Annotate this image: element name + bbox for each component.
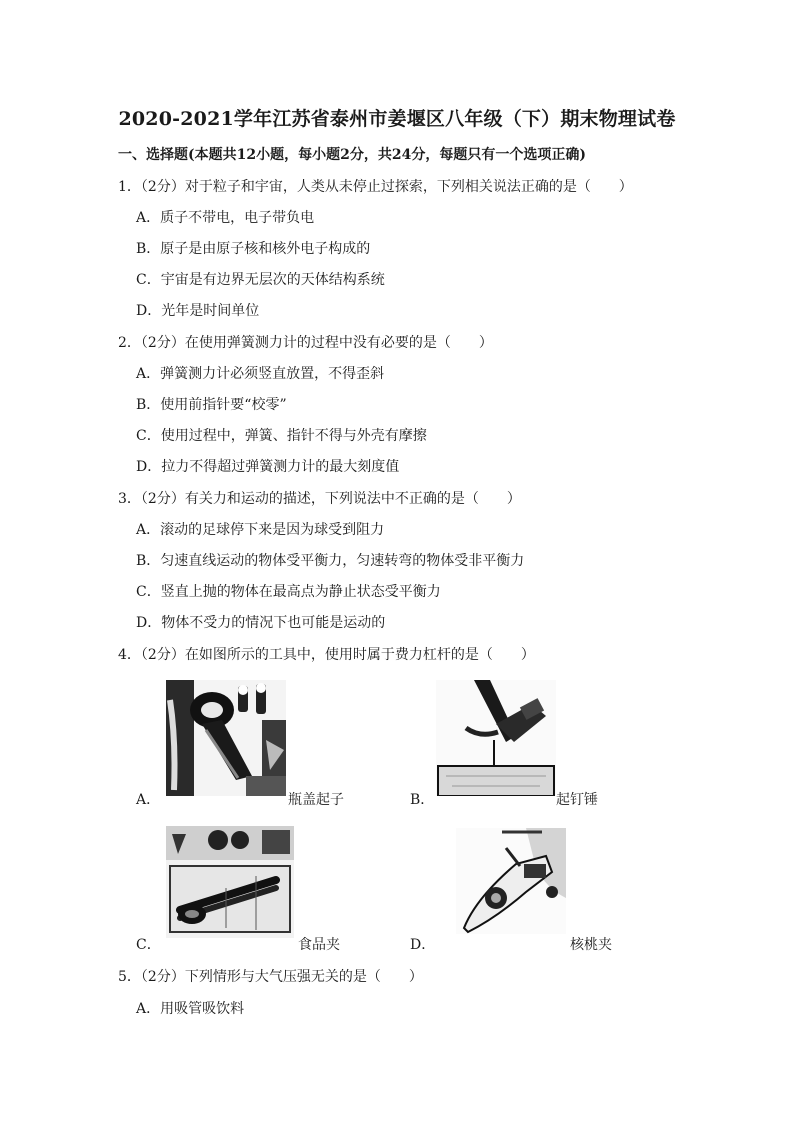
question-1-option-b[interactable]: B．原子是由原子核和核外电子构成的	[136, 241, 371, 257]
question-2-stem: 2．（2分）在使用弹簧测力计的过程中没有必要的是（ ）	[118, 335, 493, 351]
question-5-option-a[interactable]: A．用吸管吸饮料	[136, 1001, 245, 1017]
question-4-option-d-caption: 核桃夹	[570, 937, 612, 953]
question-4-option-a-letter[interactable]: A．	[136, 792, 161, 808]
question-1-option-c[interactable]: C．宇宙是有边界无层次的天体结构系统	[136, 272, 385, 288]
question-1-stem: 1．（2分）对于粒子和宇宙，人类从未停止过探索，下列相关说法正确的是（ ）	[118, 179, 633, 195]
question-4-option-b-letter[interactable]: B．	[410, 792, 435, 808]
question-1-option-d[interactable]: D．光年是时间单位	[136, 303, 260, 319]
food-tongs-icon	[166, 826, 294, 938]
page-title: 2020-2021学年江苏省泰州市姜堰区八年级（下）期末物理试卷	[118, 108, 676, 130]
question-2-option-d[interactable]: D．拉力不得超过弹簧测力计的最大刻度值	[136, 459, 400, 475]
question-5-stem: 5．（2分）下列情形与大气压强无关的是（ ）	[118, 969, 423, 985]
question-2-option-c[interactable]: C．使用过程中，弹簧、指针不得与外壳有摩擦	[136, 428, 427, 444]
question-4-stem: 4．（2分）在如图所示的工具中，使用时属于费力杠杆的是（ ）	[118, 647, 535, 663]
question-3-stem: 3．（2分）有关力和运动的描述，下列说法中不正确的是（ ）	[118, 491, 521, 507]
question-4-option-a-caption: 瓶盖起子	[288, 792, 344, 808]
question-3-option-c[interactable]: C．竖直上抛的物体在最高点为静止状态受平衡力	[136, 584, 441, 600]
question-3-option-a[interactable]: A．滚动的足球停下来是因为球受到阻力	[136, 522, 385, 538]
nutcracker-icon	[456, 828, 566, 934]
question-1-option-a[interactable]: A．质子不带电，电子带负电	[136, 210, 315, 226]
claw-hammer-icon	[436, 680, 556, 796]
question-3-option-b[interactable]: B．匀速直线运动的物体受平衡力，匀速转弯的物体受非平衡力	[136, 553, 525, 569]
question-3-option-d[interactable]: D．物体不受力的情况下也可能是运动的	[136, 615, 386, 631]
question-4-option-d-letter[interactable]: D．	[410, 937, 436, 953]
bottle-opener-icon	[166, 680, 286, 796]
section-heading: 一、选择题(本题共12小题，每小题2分，共24分，每题只有一个选项正确)	[118, 147, 586, 163]
question-4-option-c-letter[interactable]: C．	[136, 937, 161, 953]
question-2-option-a[interactable]: A．弹簧测力计必须竖直放置，不得歪斜	[136, 366, 385, 382]
question-2-option-b[interactable]: B．使用前指针要“校零”	[136, 397, 287, 413]
question-4-option-b-caption: 起钉锤	[556, 792, 598, 808]
question-4-option-c-caption: 食品夹	[298, 937, 340, 953]
